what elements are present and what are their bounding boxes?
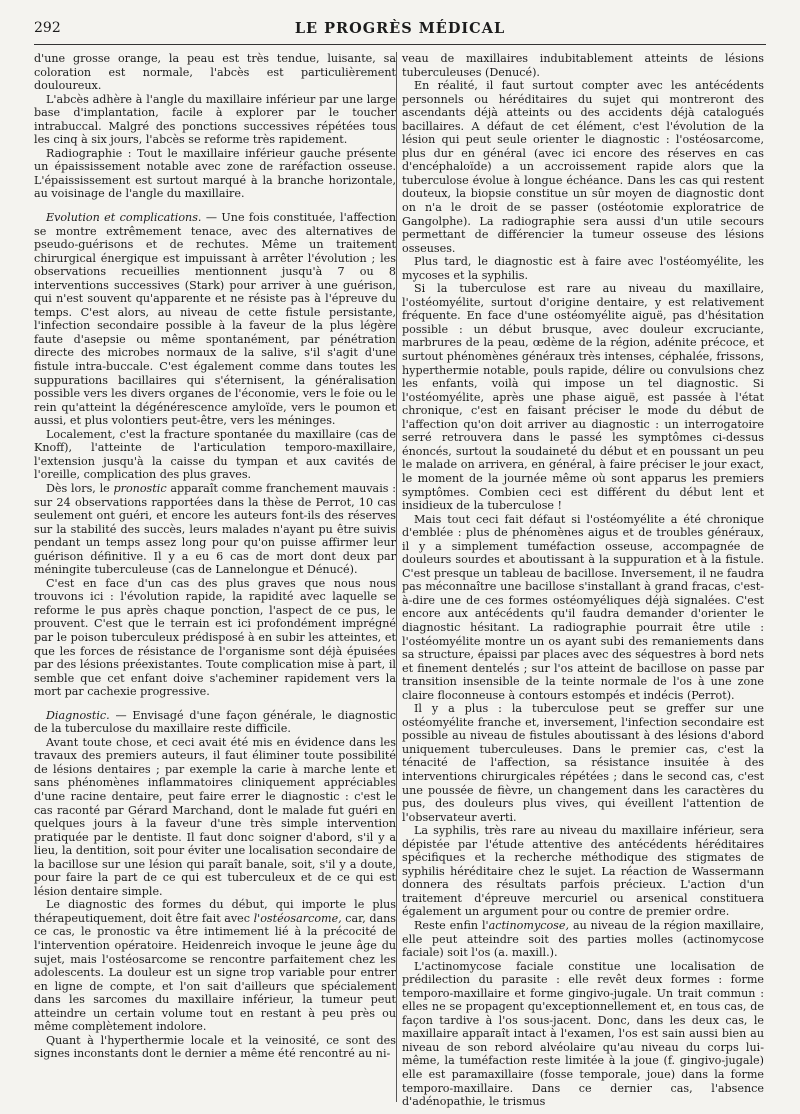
term-osteosarcome: l'ostéosarcome, bbox=[253, 911, 342, 925]
journal-title: LE PROGRÈS MÉDICAL bbox=[294, 20, 506, 37]
column-divider bbox=[396, 52, 397, 1102]
text-run: apparaît comme franchement mauvais : sur 24 observations rapportées dans la thèse de Perrot, 10 cas seulement ont guéri, et encore les auteurs font-ils des réserves sur la stabilité des succès, leurs malades n'ayant pu être suivis pendant un temps assez long pour qu'on puisse affirmer leur guérison définitive. Il y a eu 6 cas de mort dont deux par méningite tuberculeuse (cas de Lannelongue et Dénucé). bbox=[34, 481, 396, 577]
text-run: au niveau de la région maxillaire, elle peut atteindre soit des parties molles (actinomycose faciale) soit l'os (a. maxill.). bbox=[402, 919, 764, 960]
paragraph: Si la tuberculose est rare au niveau du maxillaire, l'ostéomyélite, surtout d'origine dentaire, y est relativement fréquente. En face d'une ostéomyélite aiguë, pas d'hésitation possible : un début brusque, avec douleur excruciante, marbrures de la peau, œdème de la région, adénite précoce, et surtout phénomènes généraux très intenses, céphalée, frissons, hyperthermie notable, pouls rapide, délire ou convulsions chez les enfants, voilà qui impose un tel diagnostic. Si l'ostéomyélite, après une phase aiguë, est passée à l'état chronique, c'est en faisant préciser le mode du début de l'affection qu'on doit arriver au diagnostic : un interrogatoire serré retrouvera dans le passé les symptômes ci-dessus énoncés, surtout la soudaineté du début et en poussant un peu le malade on arrivera, en général, à faire préciser le jour exact, le moment de la journée même où sont apparus les premiers symptômes. Combien ceci est différent du début lent et insidieux de la tuberculose ! bbox=[402, 282, 764, 513]
left-column bbox=[34, 52, 396, 1061]
paragraph-evolution bbox=[34, 211, 396, 428]
header-rule bbox=[34, 44, 766, 45]
page-header bbox=[34, 18, 766, 42]
page-number: 292 bbox=[34, 20, 61, 36]
paragraph-pronostic bbox=[34, 482, 396, 577]
term-actinomycose: actinomycose, bbox=[488, 919, 570, 932]
paragraph: Avant toute chose, et ceci avait été mis en évidence dans les travaux des premiers auteurs, il faut éliminer toute possibilité de lésions dentaires ; par exemple la carie à marche lente et sans phénomènes inflammatoires cliniquement appréciables d'une racine dentaire, peut faire errer le diagnostic : c'est le cas raconté par Gérard Marchand, dont le malade fut guéri en quelques jours à la faveur d'une très simple intervention pratiquée par le dentiste. Il faut donc soigner d'abord, s'il y a lieu, la dentition, soit pour éviter une localisation secondaire de la bacillose sur une lésion qui paraît banale, soit, s'il y a doute, pour faire la part de ce qui est tuberculeux et de ce qui est lésion dentaire simple. bbox=[34, 735, 396, 898]
section-heading-diagnostic: Diagnostic. bbox=[46, 708, 110, 722]
paragraph: Radiographie : Tout le maxillaire inférieur gauche présente un épaississement notable avec zone de raréfaction osseuse. L'épaississement est surtout marqué à la branche horizontale, au voisinage de l'angle du maxillaire. bbox=[34, 146, 396, 201]
text-run: Dès lors, le bbox=[46, 481, 114, 495]
paragraph: Il y a plus : la tuberculose peut se greffer sur une ostéomyélite franche et, inversement, l'infection secondaire est possible au niveau de fistules aboutissant à des lésions d'abord uniquement tuberculeuses. Dans le premier cas, c'est la ténacité de l'affection, sa résistance insuitée à des interventions chirurgicales répétées ; dans le second cas, c'est une poussée de fièvre, un changement dans les caractères du pus, des douleurs plus vives, qui éveillent l'attention de l'observateur averti. bbox=[402, 702, 764, 824]
paragraph: C'est en face d'un cas des plus graves que nous nous trouvons ici : l'évolution rapide, la rapidité avec laquelle se reforme le pus après chaque ponction, l'aspect de ce pus, le prouvent. C'est que le terrain est ici profondément imprégné par le poison tuberculeux prédisposé à en subir les atteintes, et que les forces de résistance de l'organisme sont déjà épuisées par des lésions préexistantes. Toute complication mise à part, il semble que cet enfant doive s'acheminer rapidement vers la mort par cachexie progressive. bbox=[34, 576, 396, 699]
paragraph: L'abcès adhère à l'angle du maxillaire inférieur par une large base d'implantation, facile à explorer par le toucher intrabuccal. Malgré des ponctions successives répétées tous les cinq à six jours, l'abcès se reforme très rapidement. bbox=[34, 92, 396, 147]
term-pronostic: pronostic bbox=[113, 481, 167, 495]
paragraph: d'une grosse orange, la peau est très tendue, luisante, sa coloration est normale, l'abcès est particulièrement douloureux. bbox=[34, 52, 396, 93]
paragraph: En réalité, il faut surtout compter avec les antécédents personnels ou héréditaires du sujet qui montreront des ascendants déjà atteints ou des accidents déjà catalogués bacillaires. A défaut de cet élément, c'est l'évolution de la lésion qui peut seule orienter le diagnostic : l'ostéosarcome, plus dur en général (avec ici encore des réserves en cas d'encéphaloïde) a un accroissement rapide alors que la tuberculose évolue à longue échéance. Dans les cas qui restent douteux, la biopsie constitue un sûr moyen de diagnostic dont on n'a le droit de se passer (ostéotomie exploratrice de Gangolphe). La radiographie sera aussi d'un utile secours permettant de différencier la tumeur osseuse des lésions osseuses. bbox=[402, 79, 764, 255]
paragraph: Quant à l'hyperthermie locale et la veinosité, ce sont des signes inconstants dont le dernier a même été rencontré au ni- bbox=[34, 1033, 396, 1061]
paragraph: L'actinomycose faciale constitue une localisation de prédilection du parasite : elle revêt deux formes : forme temporo-maxillaire et forme gingivo-jugale. Un trait commun : elles ne se propagent qu'exceptionnellement et, en tous cas, de façon tardive à l'os sous-jacent. Donc, dans les deux cas, le maxillaire apparaît intact à l'examen, l'os est sain aussi bien au niveau de son rebord alvéolaire qu'au niveau du corps lui-même, la tuméfaction reste limitée à la joue (f. gingivo-jugale) elle est paramaxillaire (fosse temporale, joue) dans la forme temporo-maxillaire. Dans ce dernier cas, l'absence d'adénopathie, le trismus bbox=[402, 959, 764, 1109]
paragraph-text: — Une fois constituée, l'affection se montre extrêmement tenace, avec des alternatives de pseudo-guérisons et de rechutes. Même un traitement chirurgical énergique est impuissant à arrêter l'évolution ; les observations recueillies mentionnent jusqu'à 7 ou 8 interventions successives (Stark) pour arriver à une guérison, qui n'est souvent qu'apparente et ne résiste pas à l'épreuve du temps. C'est alors, au niveau de cette fistule persistante, l'infection secondaire possible à la faveur de la plus légère faute d'asepsie ou même spontanément, par pénétration directe des microbes normaux de la salive, s'il s'agit d'une fistule intra-buccale. C'est également comme dans toutes les suppurations bacillaires qui s'éternisent, la généralisation possible vers les divers organes de l'économie, vers le foie ou le rein qu'atteint la dégénérescence amyloïde, vers le poumon et aussi, et plus volontiers peut-être, vers les méninges. bbox=[34, 211, 396, 428]
paragraph: veau de maxillaires indubitablement atteints de lésions tuberculeuses (Denucé). bbox=[402, 52, 764, 79]
paragraph-actinomycose bbox=[402, 919, 764, 960]
text-run: Le diagnostic des formes du début, qui importe le plus thérapeutiquement, doit être fait avec bbox=[34, 898, 396, 925]
paragraph-diagnostic bbox=[34, 709, 396, 736]
paragraph: Mais tout ceci fait défaut si l'ostéomyélite a été chronique d'emblée : plus de phénomènes aigus et de troubles généraux, il y a simplement tuméfaction osseuse, accompagnée de douleurs sourdes et aboutissant à la suppuration et à la fistule. C'est presque un tableau de bacillose. Inversement, il ne faudra pas méconnaître une bacillose s'installant à grand fracas, c'est-à-dire une de ces formes ostéomyéliques déjà signalées. C'est encore aux antécédents qu'il faudra demander d'orienter le diagnostic hésitant. La radiographie pourrait être utile : l'ostéomyélite montre un os ayant subi des remaniements dans sa structure, épaissi par places avec des séquestres à bord nets et finement dentelés ; sur l'os atteint de bacillose on passe par transition insensible de la teinte normale de l'os à une zone claire floconneuse à contours estompés et indécis (Perrot). bbox=[402, 512, 764, 702]
right-column bbox=[402, 52, 764, 1109]
paragraph-osteosarcome bbox=[34, 898, 396, 1033]
paragraph: Plus tard, le diagnostic est à faire avec l'ostéomyélite, les mycoses et la syphilis. bbox=[402, 255, 764, 282]
paragraph-text: — Envisagé d'une façon générale, le diagnostic de la tuberculose du maxillaire reste difficile. bbox=[34, 708, 396, 736]
section-heading-evolution: Evolution et complications. bbox=[46, 211, 202, 225]
text-run: Reste enfin l' bbox=[414, 919, 489, 932]
paragraph: Localement, c'est la fracture spontanée du maxillaire (cas de Knoff), l'atteinte de l'articulation temporo-maxillaire, l'extension jusqu'à la caisse du tympan et aux cavités de l'oreille, complication des plus graves. bbox=[34, 427, 396, 482]
paragraph: La syphilis, très rare au niveau du maxillaire inférieur, sera dépistée par l'étude attentive des antécédents héréditaires spécifiques et la recherche méthodique des stigmates de syphilis héréditaire chez le sujet. La réaction de Wassermann donnera des résultats parfois précieux. L'action d'un traitement d'épreuve mercuriel ou arsenical constituera également un argument pour ou contre de premier ordre. bbox=[402, 824, 764, 919]
text-run: car, dans ce cas, le pronostic va être intimement lié à la précocité de l'intervention opératoire. Heidenreich invoque le jeune âge du sujet, mais l'ostéosarcome se rencontre parfaitement chez les adolescents. La douleur est un signe trop variable pour entrer en ligne de compte, et l'on sait d'ailleurs que spécialement dans les sarcomes du maxillaire inférieur, la tumeur peut atteindre un certain volume tout en restant à peu près ou même complètement indolore. bbox=[34, 911, 397, 1034]
